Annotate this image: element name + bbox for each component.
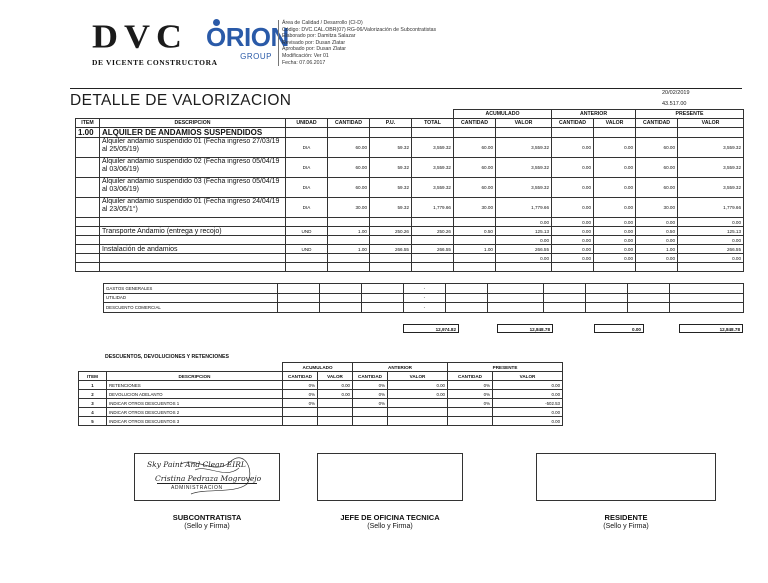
col-unidad: UNIDAD [286, 119, 328, 128]
ded-col-descripcion: DESCRIPCION [107, 372, 283, 381]
stamp-name: Cristina Pedraza Mogrovejo [155, 474, 262, 483]
meta-line: Modificación: Ver 01 [282, 52, 329, 59]
residente-subtitle: (Sello y Firma) [603, 523, 649, 530]
section-title: ALQUILER DE ANDAMIOS SUSPENDIDOS [100, 128, 286, 138]
dvc-logo-letters: DVC [92, 17, 188, 55]
col-ac-valor: VALOR [496, 119, 552, 128]
document-number: 43.517.00 [662, 101, 687, 107]
table-row: 2 DEVOLUCION ADELANTO 0% 0.00 0% 0.00 0% 0.00 [79, 390, 563, 399]
dvc-logo [92, 17, 218, 67]
col-an-valor: VALOR [594, 119, 636, 128]
subcontratista-title: SUBCONTRATISTA [172, 513, 242, 522]
table-row: Alquiler andamio suspendido 01 (Fecha ingreso 27/03/19 al 25/05/19) DIA 60.00 59.32 3,559.32 60.00 3,559.32 0.00 0.00 60.00 3,559.32 [76, 138, 744, 158]
ded-col-pr-valor: VALOR [493, 372, 563, 381]
group-acumulado: ACUMULADO [454, 110, 552, 119]
col-ac-cantidad: CANTIDAD [454, 119, 496, 128]
stamp-line [157, 483, 257, 484]
presente-sum: 12,848.78 [679, 324, 743, 333]
table-row: Instalación de andamios UND 1.00 266.55 266.55 1.00 266.55 0.00 0.00 1.00 266.55 [76, 245, 744, 254]
gastos-total: - [404, 284, 446, 294]
residente-signature-box [536, 453, 716, 501]
ded-group-presente: PRESENTE [448, 363, 563, 372]
orion-logo [206, 18, 289, 68]
document-date: 20/02/2019 [662, 90, 690, 96]
col-cantidad: CANTIDAD [328, 119, 370, 128]
table-row [76, 263, 744, 272]
meta-line: Aprobado por: Dusan Zlatar [282, 46, 347, 53]
row-desc: Alquiler andamio suspendido 02 (Fecha ingreso 05/04/19 al 03/06/19) [100, 158, 286, 178]
stamp-company: Sky Paint And Clean EIRL [147, 460, 246, 469]
row-desc: Transporte Andamio (entrega y recojo) [100, 227, 286, 236]
section-row [76, 128, 744, 138]
table-row: 4 INDICAR OTROS DESCUENTOS 2 0.00 [79, 408, 563, 417]
table-row [104, 293, 744, 303]
dvc-logo-subtitle: DE VICENTE CONSTRUCTORA [92, 58, 218, 67]
col-total: TOTAL [412, 119, 454, 128]
gastos-label: UTILIDAD [104, 293, 278, 303]
subcontratista-subtitle: (Sello y Firma) [184, 523, 230, 530]
table-row: 3 INDICAR OTROS DESCUENTOS 1 0% 0% 0% -502.53 [79, 399, 563, 408]
jefe-oficina-subtitle: (Sello y Firma) [367, 523, 413, 530]
header-spacer [76, 110, 454, 119]
row-desc: Alquiler andamio suspendido 01 (Fecha ingreso 27/03/19 al 25/05/19) [100, 138, 286, 158]
deductions-table [78, 362, 563, 426]
ded-col-an-valor: VALOR [388, 372, 448, 381]
row-desc: Alquiler andamio suspendido 03 (Fecha ingreso 05/04/19 al 03/06/19) [100, 178, 286, 198]
col-item: ITEM [76, 119, 100, 128]
gastos-label: GASTOS GENERALES [104, 284, 278, 294]
table-row: Alquiler andamio suspendido 01 (Fecha ingreso 24/04/19 al 23/05/1°) DIA 30.00 59.32 1,779.66 30.00 1,779.66 0.00 0.00 30.00 1,779.66 [76, 198, 744, 218]
meta-line: Área de Calidad / Desarrollo (CI-D) [282, 20, 363, 26]
table-row [104, 303, 744, 313]
meta-line: Elaborado por: Damitza Salazar [282, 33, 356, 40]
ded-group-anterior: ANTERIOR [353, 363, 448, 372]
meta-line: Revisado por: Dusan Zlatar [282, 39, 346, 46]
jefe-oficina-title: JEFE DE OFICINA TECNICA [340, 513, 440, 522]
table-row: 0.00 0.00 0.00 0.00 0.00 [76, 254, 744, 263]
col-descripcion: DESCRIPCION [100, 119, 286, 128]
meta-line: Fecha: 07.06.2017 [282, 59, 326, 66]
table-row: Transporte Andamio (entrega y recojo) UND 1.00 250.26 250.26 0.50 125.13 0.00 0.00 0.50 125.13 [76, 227, 744, 236]
ded-col-an-cantidad: CANTIDAD [353, 372, 388, 381]
table-row: 0.00 0.00 0.00 0.00 0.00 [76, 236, 744, 245]
ded-group-acumulado: ACUMULADO [283, 363, 353, 372]
stamp-role: ADMINISTRACION [171, 485, 223, 491]
jefe-oficina-signature-box [317, 453, 463, 501]
residente-title: RESIDENTE [604, 513, 648, 522]
orion-logo-group: GROUP [240, 52, 272, 61]
acumulado-sum: 12,848.78 [497, 324, 553, 333]
gastos-total: - [404, 293, 446, 303]
col-pr-cantidad: CANTIDAD [636, 119, 678, 128]
deductions-title: DESCUENTOS, DEVOLUCIONES Y RETENCIONES [105, 354, 229, 360]
anterior-sum: 0.00 [594, 324, 644, 333]
gastos-total: - [404, 303, 446, 313]
group-presente: PRESENTE [636, 110, 744, 119]
header-spacer [79, 363, 283, 372]
total-sum: 12,974.82 [403, 324, 459, 333]
table-row [104, 284, 744, 294]
orion-logo-word: ORION [206, 22, 289, 52]
group-anterior: ANTERIOR [552, 110, 636, 119]
table-row: 5 INDICAR OTROS DESCUENTOS 3 0.00 [79, 417, 563, 426]
ded-col-ac-cantidad: CANTIDAD [283, 372, 318, 381]
row-desc: Instalación de andamios [100, 245, 286, 254]
table-row: 1 RETENCIONES 0% 0.00 0% 0.00 0% 0.00 [79, 381, 563, 390]
row-desc: Alquiler andamio suspendido 01 (Fecha ingreso 24/04/19 al 23/05/1°) [100, 198, 286, 218]
col-pr-valor: VALOR [678, 119, 744, 128]
valorizacion-table [75, 109, 744, 272]
subcontratista-signature-box [134, 453, 280, 501]
divider [70, 88, 742, 89]
gastos-label: DESCUENTO COMERCIAL [104, 303, 278, 313]
ded-col-ac-valor: VALOR [318, 372, 353, 381]
table-row: 0.00 0.00 0.00 0.00 0.00 [76, 218, 744, 227]
col-pu: P.U. [370, 119, 412, 128]
page-title: DETALLE DE VALORIZACION [70, 92, 292, 109]
table-row: Alquiler andamio suspendido 02 (Fecha ingreso 05/04/19 al 03/06/19) DIA 60.00 59.32 3,559.32 60.00 3,559.32 0.00 0.00 60.00 3,559.32 [76, 158, 744, 178]
ded-col-item: ITEM [79, 372, 107, 381]
meta-line: Código: DVC.CAL.OBR(07) RG-06/Valorización de Subcontratistas [282, 26, 437, 33]
col-an-cantidad: CANTIDAD [552, 119, 594, 128]
section-item: 1.00 [76, 128, 100, 138]
ded-col-pr-cantidad: CANTIDAD [448, 372, 493, 381]
document-meta [278, 20, 436, 66]
table-row: Alquiler andamio suspendido 03 (Fecha ingreso 05/04/19 al 03/06/19) DIA 60.00 59.32 3,559.32 60.00 3,559.32 0.00 0.00 60.00 3,559.32 [76, 178, 744, 198]
gastos-table [103, 283, 744, 313]
